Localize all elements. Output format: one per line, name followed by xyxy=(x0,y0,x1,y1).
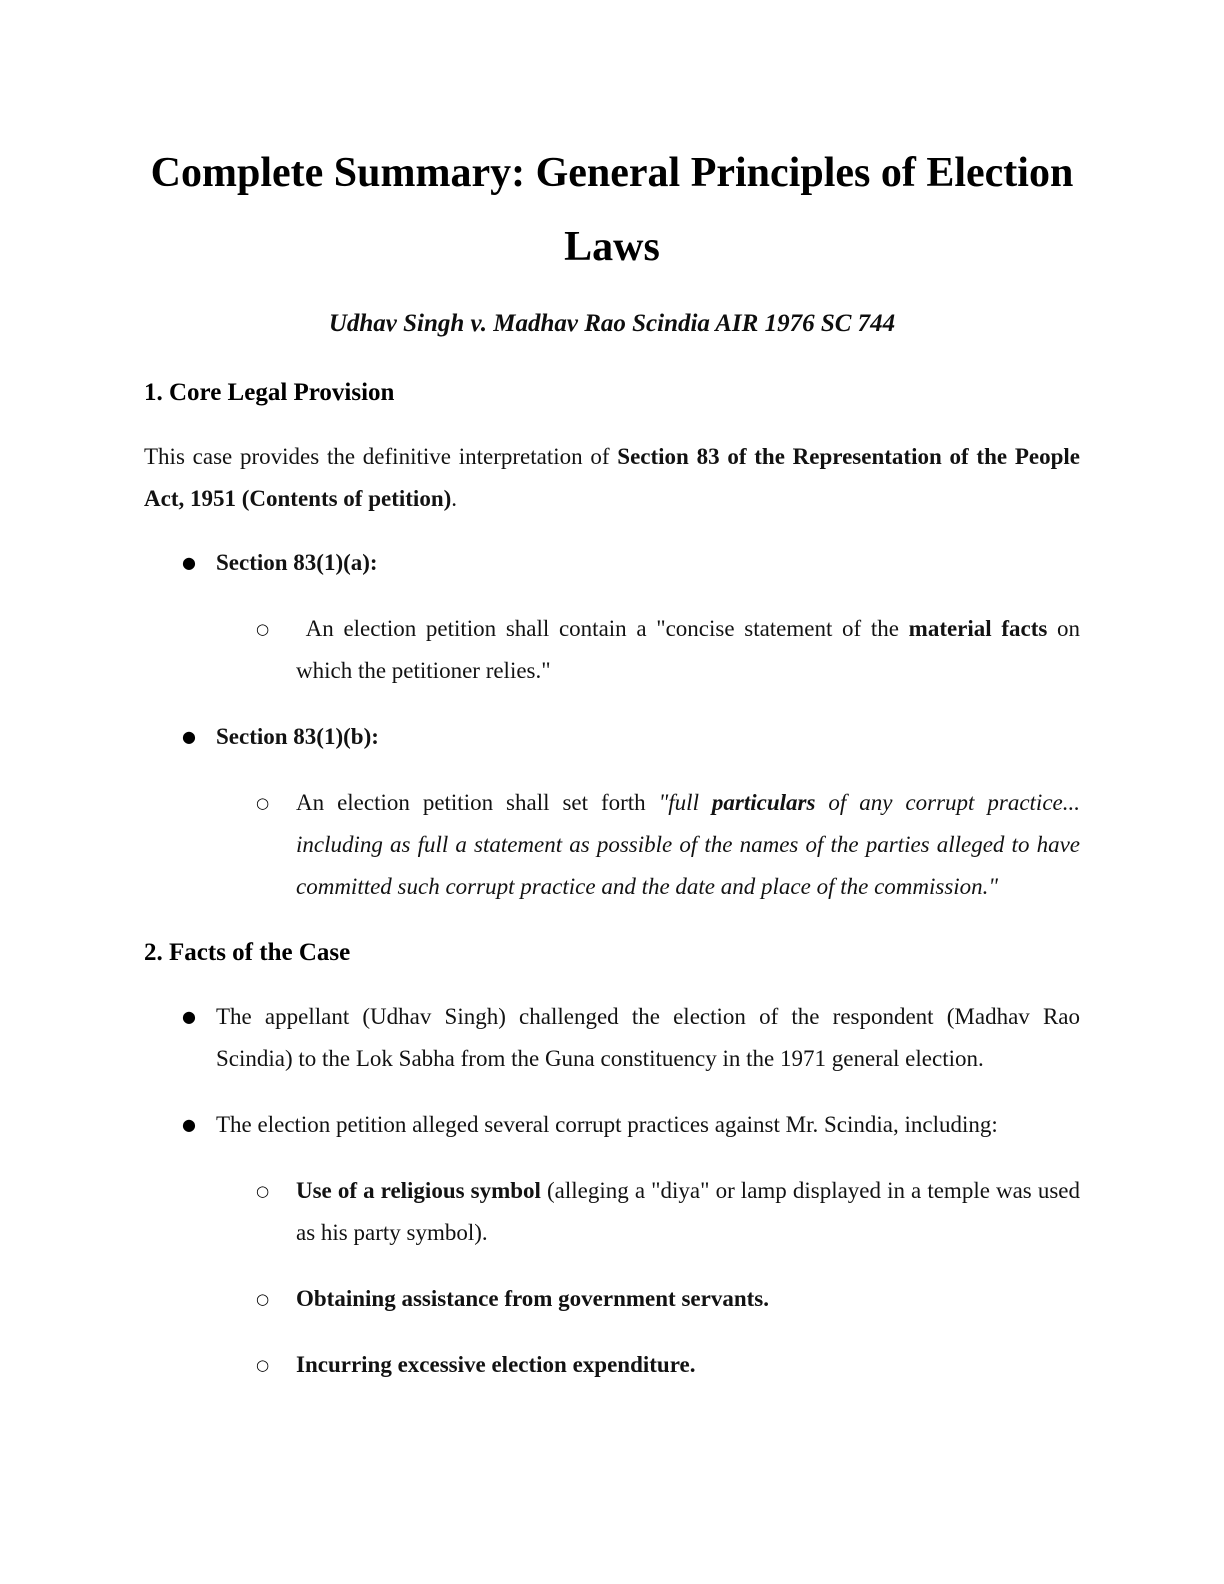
circle-bullet-icon: ○ xyxy=(256,1290,270,1308)
subitem-religious-symbol-bold: Use of a religious symbol xyxy=(296,1178,541,1203)
list-item-label: Section 83(1)(b): xyxy=(216,724,379,749)
subitem-election-expenditure-text: Incurring excessive election expenditure. xyxy=(296,1352,696,1377)
case-citation: Udhav Singh v. Madhav Rao Scindia AIR 1976 SC 744 xyxy=(328,310,896,337)
intro-text-pre: This case provides the definitive interpretation of xyxy=(144,444,618,469)
list-subitem-83-1-b-text xyxy=(144,782,1080,908)
intro-text-bold: Section 83 of the Representation of the People Act, 1951 (Contents of petition) xyxy=(144,444,1080,511)
section-1-heading: 1. Core Legal Provision xyxy=(144,379,395,406)
bullet-icon: ● xyxy=(182,553,196,572)
list-subitem-religious-symbol xyxy=(144,1170,1080,1254)
circle-bullet-icon: ○ xyxy=(256,794,270,812)
subitem-a-text-bold: material facts xyxy=(908,616,1048,641)
subitem-religious-symbol-rest: (alleging a "diya" or lamp displayed in a temple was used as his party symbol). xyxy=(296,1178,1080,1245)
circle-bullet-icon: ○ xyxy=(256,1356,270,1374)
circle-bullet-icon: ○ xyxy=(256,620,270,638)
subitem-b-quote-open: "full xyxy=(658,790,712,815)
title-line-1: Complete Summary: General Principles of Election xyxy=(150,150,1074,196)
list-subitem-election-expenditure xyxy=(144,1344,1080,1386)
title-line-2: Laws xyxy=(564,224,660,270)
subitem-government-servants-text: Obtaining assistance from government servants. xyxy=(296,1286,769,1311)
list-subitem-83-1-a-text xyxy=(144,608,1080,692)
list-item-label: Section 83(1)(a): xyxy=(216,550,378,575)
section-1-intro-paragraph xyxy=(144,436,1080,520)
intro-text-post: . xyxy=(451,486,458,511)
subitem-a-text-pre: An election petition shall contain a "concise statement of the xyxy=(296,616,909,641)
bullet-icon: ● xyxy=(182,727,196,746)
section-2-heading: 2. Facts of the Case xyxy=(144,939,351,966)
circle-bullet-icon: ○ xyxy=(256,1182,270,1200)
list-item-facts-1 xyxy=(144,996,1080,1080)
list-item-facts-2 xyxy=(144,1104,1080,1146)
bullet-icon: ● xyxy=(182,1007,196,1026)
subitem-a-text-post: on which the petitioner relies." xyxy=(296,616,1080,683)
bullet-icon: ● xyxy=(182,1115,196,1134)
list-subitem-government-servants xyxy=(144,1278,1080,1320)
subitem-b-text-pre: An election petition shall set forth xyxy=(296,790,659,815)
document-title xyxy=(144,136,1080,284)
list-item-section-83-1-b xyxy=(144,716,1080,758)
subitem-b-quote-bold: particulars xyxy=(711,790,816,815)
subitem-b-quote-rest: of any corrupt practice... including as full a statement as possible of the names of the parties alleged to have committed such corrupt practice and the date and place of the commission." xyxy=(296,790,1080,899)
facts-item-1-text: The appellant (Udhav Singh) challenged the election of the respondent (Madhav Rao Scindia) to the Lok Sabha from the Guna constituency in the 1971 general election. xyxy=(216,1004,1080,1071)
facts-item-2-text: The election petition alleged several corrupt practices against Mr. Scindia, including: xyxy=(216,1112,998,1137)
list-item-section-83-1-a xyxy=(144,542,1080,584)
